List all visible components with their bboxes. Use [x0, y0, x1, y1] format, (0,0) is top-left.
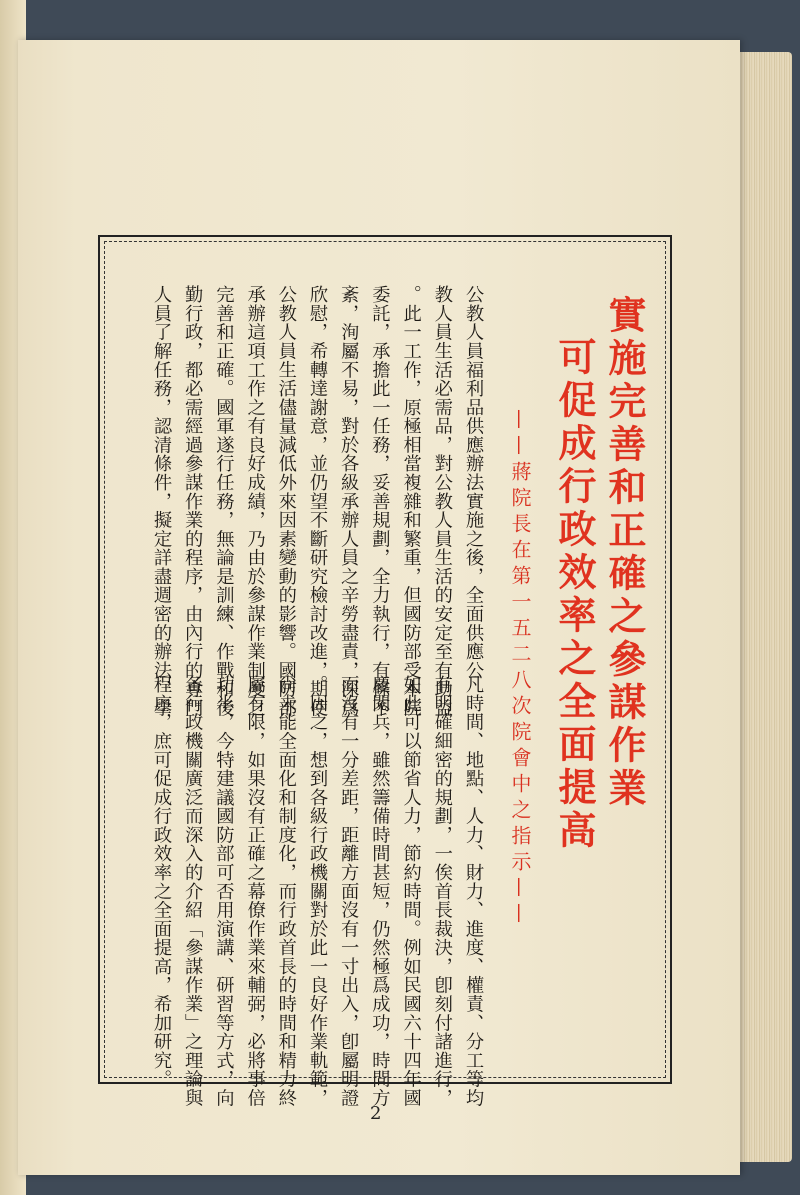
- document-page: [18, 40, 740, 1175]
- upper-text-column: 欣慰，希轉達謝意，並仍望不斷研究檢討改進，期使: [307, 285, 328, 718]
- subtitle: ——蔣院長在第一五二八次院會中之指示——: [508, 409, 532, 929]
- title-line-1: 實施完善和正確之參謀作業: [602, 295, 646, 811]
- lower-text-column: 有明確細密的規劃，一俟首長裁決，卽刻付諸進行，: [431, 675, 453, 1108]
- upper-text-column: 公教人員福利品供應辦法實施之後，全面供應公: [463, 285, 484, 680]
- upper-text-column: 教人員生活必需品，對公教人員生活的安定至有助益: [431, 285, 453, 718]
- lower-text-column: 面沒有一分差距，距離方面沒有一寸出入，卽屬明證: [338, 675, 360, 1108]
- upper-text-column: 完善和正確。國軍遂行任務，無論是訓練、作戰和後: [213, 285, 235, 718]
- page-number: 2: [370, 1103, 382, 1124]
- lower-text-column: 程序，庶可促成行政效率之全面提高，希加研究。: [151, 675, 172, 1089]
- lower-text-column: 凡時間、地點、人力、財力、進度、權責、分工等均: [463, 675, 484, 1108]
- lower-text-column: 如此可以節省人力，節約時間。例如民國六十四年國: [400, 675, 422, 1108]
- lower-text-column: 慶閱兵，雖然籌備時間甚短，仍然極爲成功，時間方: [369, 675, 391, 1108]
- upper-text-column: 勤行政，都必需經過參謀作業的程序，由內行的專門: [182, 285, 204, 718]
- lower-text-column: 尙未能全面化和制度化，而行政首長的時間和精力終: [275, 675, 297, 1108]
- upper-text-column: 承辦這項工作之有良好成績，乃由於參謀作業制度之: [244, 285, 266, 718]
- upper-text-column: 委託，承擔此一任務，妥善規劃，全力執行，有條不: [369, 285, 391, 718]
- upper-text-column: 公教人員生活儘量減低外來因素變動的影響。國防部: [275, 285, 297, 718]
- lower-text-column: 。因之，想到各級行政機關對於此一良好作業軌範，: [307, 675, 328, 1108]
- upper-text-column: 人員了解任務，認清條件，擬定詳盡週密的辦法，擧: [151, 285, 172, 718]
- upper-text-column: 。此一工作，原極相當複雜和繁重，但國防部受本院: [400, 285, 422, 718]
- upper-text-column: 紊，洵屬不易，對於各級承辦人員之辛勞盡責，深爲: [338, 285, 360, 718]
- title-line-2: 可促成行政效率之全面提高: [552, 337, 596, 853]
- lower-text-column: 各行政機關廣泛而深入的介紹「參謀作業」之理論與: [182, 675, 204, 1108]
- lower-text-column: 功半，今特建議國防部可否用演講、研習等方式，向: [213, 675, 235, 1108]
- lower-text-column: 屬有限，如果沒有正確之幕僚作業來輔弼，必將事倍: [244, 675, 266, 1108]
- article-frame: [98, 235, 672, 1108]
